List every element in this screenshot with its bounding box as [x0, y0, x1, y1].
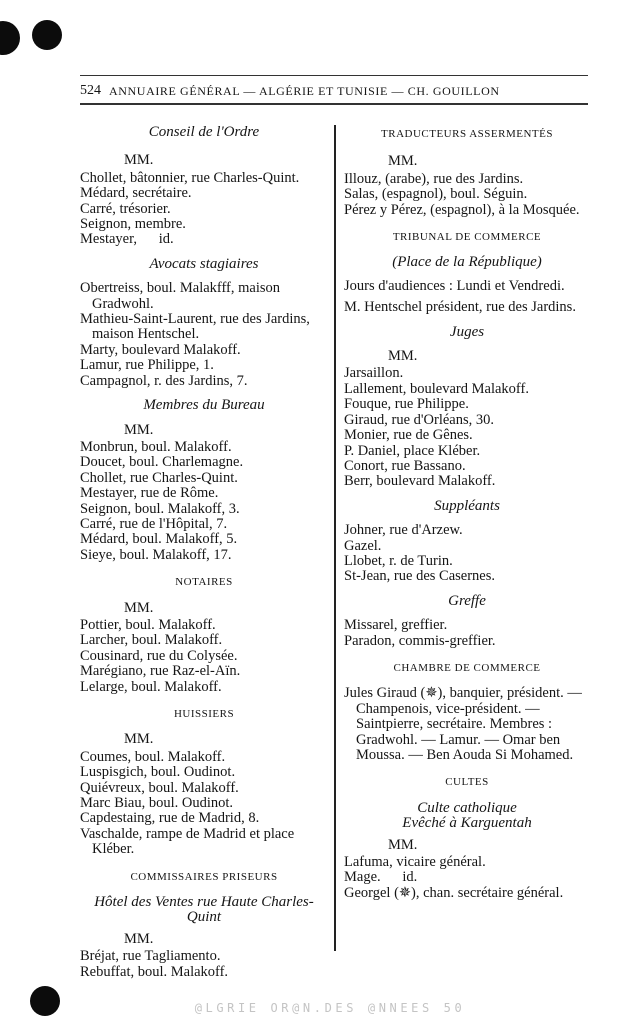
list-item: Conort, rue Bassano. [344, 457, 466, 474]
mm-label: MM. [388, 348, 418, 365]
list-item: Médard, boul. Malakoff, 5. [80, 531, 238, 548]
list-item: Sieye, boul. Malakoff, 17. [80, 546, 232, 563]
list-item: Campagnol, r. des Jardins, 7. [80, 372, 248, 389]
bureau-list [80, 440, 328, 563]
list-item: Mathieu-Saint-Laurent, rue des Jardins, maison Hentschel. [80, 311, 310, 343]
list-item: Capdestaing, rue de Madrid, 8. [80, 810, 260, 827]
binding-hole [0, 21, 20, 55]
list-item: St-Jean, rue des Casernes. [344, 568, 495, 585]
list-item: Quiévreux, boul. Malakoff. [80, 779, 239, 796]
list-item: Salas, (espagnol), boul. Séguin. [344, 186, 528, 203]
section-heading-cultes: CULTES [445, 776, 489, 789]
list-item: Lelarge, boul. Malakoff. [80, 678, 222, 695]
list-item: P. Daniel, place Kléber. [344, 442, 481, 459]
list-item: M. Hentschel président, rue des Jardins. [344, 299, 576, 316]
binding-hole [30, 986, 60, 1016]
section-title-conseil: Conseil de l'Ordre [148, 124, 260, 140]
mm-label: MM. [388, 153, 418, 170]
header-rule [80, 103, 588, 105]
section-title-bureau: Membres du Bureau [143, 397, 265, 414]
list-item: Marégiano, rue Raz-el-Aïn. [80, 663, 241, 680]
list-item: Seignon, boul. Malakoff, 3. [80, 500, 240, 517]
column-divider [334, 125, 336, 951]
binding-hole [32, 20, 62, 50]
list-item: Berr, boulevard Malakoff. [344, 473, 496, 490]
list-item: Carré, trésorier. [80, 200, 171, 217]
list-item: Pérez y Pérez, (espagnol), à la Mosquée. [344, 201, 580, 218]
section-heading-traducteurs: TRADUCTEURS ASSERMENTÉS [381, 128, 553, 140]
list-item: Mestayer, rue de Rôme. [80, 485, 219, 502]
list-item: Bréjat, rue Tagliamento. [80, 948, 221, 965]
list-item: Illouz, (arabe), rue des Jardins. [344, 170, 524, 187]
list-item: Jours d'audiences : Lundi et Vendredi. [344, 277, 565, 294]
list-item: Médard, secrétaire. [80, 185, 192, 202]
list-item: Fouque, rue Philippe. [344, 396, 469, 413]
list-item: Mage. id. [344, 869, 418, 886]
footer-watermark: @LGRIE OR@N.DES @NNEES 50 [194, 1001, 466, 1015]
commissaires-list [80, 949, 328, 980]
mm-label: MM. [124, 930, 154, 947]
header-rule [80, 75, 588, 76]
list-item: Monbrun, boul. Malakoff. [80, 438, 232, 455]
left-column [80, 125, 328, 980]
list-item: Jarsaillon. [344, 365, 404, 382]
section-title-suppleants: Suppléants [434, 497, 500, 514]
list-item: Marc Biau, boul. Oudinot. [80, 795, 234, 812]
list-item: Johner, rue d'Arzew. [344, 522, 463, 539]
huissiers-list [80, 750, 328, 858]
conseil-list [80, 171, 328, 248]
avocats-list [80, 281, 328, 389]
section-subtitle-culte-catholique: Culte catholique [417, 799, 517, 816]
list-item: Paradon, commis-greffier. [344, 632, 496, 649]
list-item: Gazel. [344, 537, 382, 554]
list-item: Giraud, rue d'Orléans, 30. [344, 411, 494, 428]
section-subtitle-place: (Place de la République) [392, 254, 542, 271]
traducteurs-list [344, 172, 590, 218]
chambre-paragraph: Jules Giraud (✵), banquier, président. — Champenois, vice-président. — Saintpierre, secrétaire. Membres : Gradwohl. — Lamur. — Omar ben Moussa. — Ben Aouda Si Mohamed. [344, 685, 582, 763]
list-item: Chollet, rue Charles-Quint. [80, 469, 238, 486]
list-item: Monier, rue de Gênes. [344, 427, 473, 444]
mm-label: MM. [124, 731, 154, 748]
list-item: Doucet, boul. Charlemagne. [80, 454, 244, 471]
section-heading-notaires: NOTAIRES [175, 576, 233, 589]
list-item: Obertreiss, boul. Malakfff, maison Gradwohl. [80, 280, 281, 312]
suppleants-list [344, 523, 590, 585]
list-item: Coumes, boul. Malakoff. [80, 748, 226, 765]
page-header [80, 80, 588, 102]
section-title-avocats: Avocats stagiaires [149, 255, 259, 272]
section-title-greffe: Greffe [448, 592, 486, 609]
page-number: 524 [80, 83, 101, 98]
notaires-list [80, 618, 328, 695]
cultes-list [344, 855, 590, 901]
section-title-juges: Juges [449, 323, 485, 340]
right-column [344, 125, 590, 901]
list-item: Lamur, rue Philippe, 1. [80, 357, 214, 374]
list-item: Vaschalde, rampe de Madrid et place Kléber. [80, 825, 295, 858]
list-item: Seignon, membre. [80, 216, 186, 233]
mm-label: MM. [124, 152, 154, 169]
tribunal-list [344, 279, 590, 316]
list-item: Llobet, r. de Turin. [344, 552, 453, 569]
list-item: Larcher, boul. Malakoff. [80, 632, 223, 649]
list-item: Pottier, boul. Malakoff. [80, 616, 216, 633]
section-subtitle-eveche: Evêché à Karguentah [402, 815, 532, 832]
list-item: Lafuma, vicaire général. [344, 854, 486, 871]
list-item: Chollet, bâtonnier, rue Charles-Quint. [80, 169, 300, 186]
list-item: Lallement, boulevard Malakoff. [344, 380, 529, 397]
greffe-list [344, 618, 590, 649]
section-subtitle-hotel-des-ventes: Hôtel des Ventes rue Haute Charles-Quint [94, 894, 314, 926]
list-item: Marty, boulevard Malakoff. [80, 341, 241, 358]
list-item: Missarel, greffier. [344, 617, 448, 634]
section-heading-huissiers: HUISSIERS [173, 708, 235, 720]
mm-label: MM. [124, 421, 154, 438]
list-item: Luspisgich, boul. Oudinot. [80, 764, 236, 781]
list-item: Mestayer, id. [80, 231, 174, 248]
juges-list [344, 366, 590, 489]
mm-label: MM. [124, 599, 154, 616]
list-item: Carré, rue de l'Hôpital, 7. [80, 515, 228, 532]
list-item: Cousinard, rue du Colysée. [80, 647, 238, 664]
mm-label: MM. [388, 836, 418, 853]
section-heading-chambre: CHAMBRE DE COMMERCE [393, 661, 541, 674]
running-title: ANNUAIRE GÉNÉRAL — ALGÉRIE ET TUNISIE — CH. GOUILLON [109, 83, 500, 98]
list-item: Rebuffat, boul. Malakoff. [80, 963, 229, 980]
section-heading-commissaires: COMMISSAIRES PRISEURS [130, 870, 278, 883]
section-heading-tribunal: TRIBUNAL DE COMMERCE [392, 231, 542, 244]
list-item: Georgel (✵), chan. secrétaire général. [344, 884, 564, 901]
